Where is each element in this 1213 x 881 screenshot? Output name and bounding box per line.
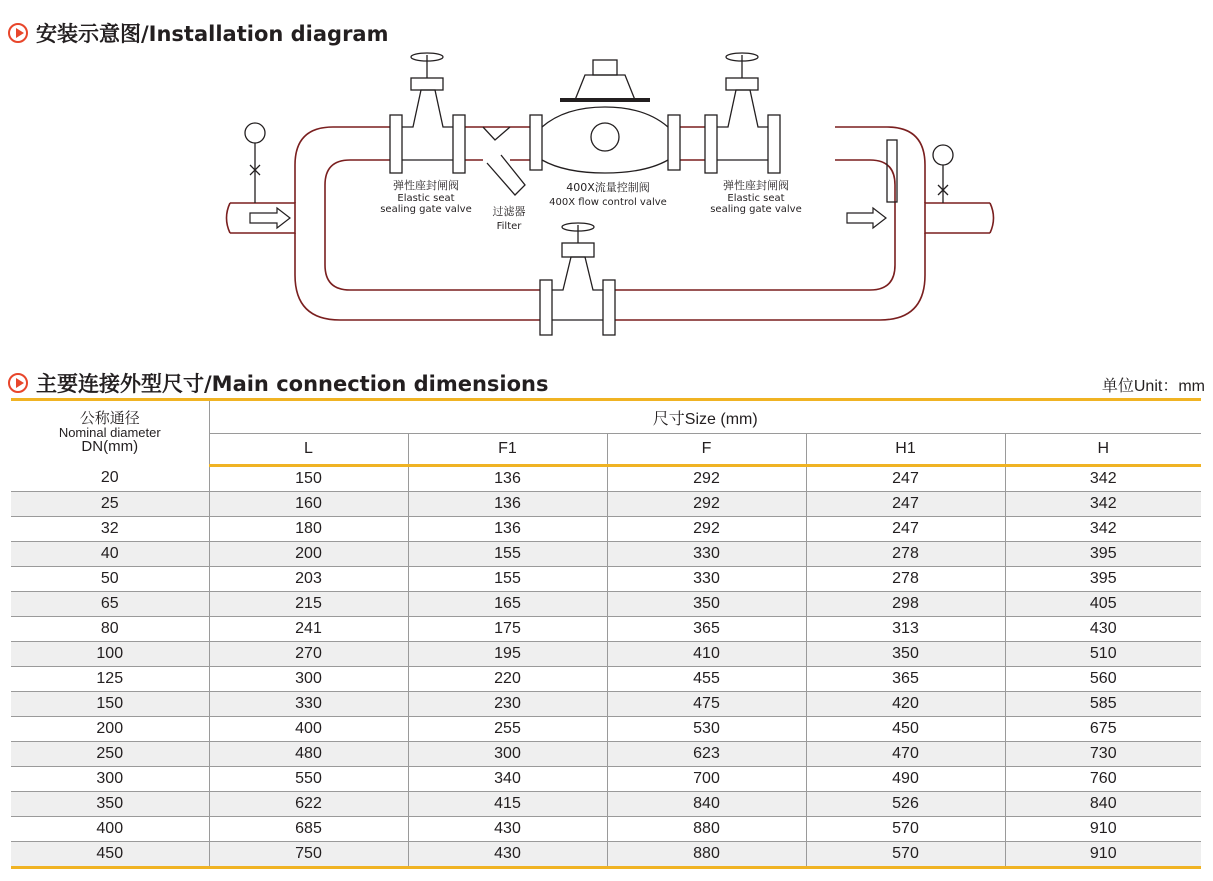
dn-cell: 50 [11, 567, 209, 592]
control-valve-label-zh: 400X流量控制阀 [566, 181, 650, 194]
dimension-cell: 300 [408, 742, 607, 767]
dimension-cell: 730 [1005, 742, 1201, 767]
right-valve-label-en1: Elastic seat [727, 193, 785, 204]
dimension-cell: 623 [607, 742, 806, 767]
table-row [11, 592, 1201, 617]
installation-diagram-title-text: 安装示意图/Installation diagram [36, 22, 389, 46]
filter-label-zh: 过滤器 [492, 205, 526, 218]
dn-cell: 250 [11, 742, 209, 767]
dimensions-title-text: 主要连接外型尺寸/Main connection dimensions [36, 372, 549, 396]
dimension-cell: 155 [408, 542, 607, 567]
table-row [11, 617, 1201, 642]
table-row [11, 466, 1201, 492]
dimension-cell: 241 [209, 617, 408, 642]
table-row [11, 767, 1201, 792]
dn-header-unit: DN(mm) [81, 438, 139, 456]
dimension-cell: 750 [209, 842, 408, 868]
dn-cell: 65 [11, 592, 209, 617]
control-valve-label-en: 400X flow control valve [549, 197, 667, 208]
dimension-cell: 350 [607, 592, 806, 617]
dimension-cell: 570 [806, 842, 1005, 868]
dn-cell: 350 [11, 792, 209, 817]
dimension-cell: 180 [209, 517, 408, 542]
column-header: F1 [408, 434, 607, 466]
column-header: H [1005, 434, 1201, 466]
play-bullet-icon [8, 373, 28, 393]
dimensions-table-wrapper [11, 398, 1201, 869]
dimensions-title [8, 368, 548, 398]
dn-cell: 40 [11, 542, 209, 567]
dn-cell: 25 [11, 492, 209, 517]
dimension-cell: 400 [209, 717, 408, 742]
dn-header [11, 400, 209, 466]
dimension-cell: 330 [607, 567, 806, 592]
dimension-cell: 155 [408, 567, 607, 592]
dimension-cell: 415 [408, 792, 607, 817]
dimension-cell: 136 [408, 492, 607, 517]
table-row [11, 517, 1201, 542]
dimension-cell: 278 [806, 567, 1005, 592]
dimension-cell: 150 [209, 466, 408, 492]
dimension-cell: 342 [1005, 492, 1201, 517]
dimension-cell: 270 [209, 642, 408, 667]
dn-cell: 125 [11, 667, 209, 692]
dimension-cell: 840 [1005, 792, 1201, 817]
dimension-cell: 526 [806, 792, 1005, 817]
dimension-cell: 405 [1005, 592, 1201, 617]
dimension-cell: 342 [1005, 466, 1201, 492]
left-valve-label-en2: sealing gate valve [380, 204, 472, 215]
installation-diagram-title [8, 18, 388, 48]
dimension-cell: 910 [1005, 842, 1201, 868]
dimension-cell: 330 [209, 692, 408, 717]
dn-header-zh: 公称通径 [79, 410, 140, 428]
table-row [11, 542, 1201, 567]
left-valve-label-zh: 弹性座封闸阀 [393, 179, 459, 192]
table-row [11, 842, 1201, 868]
dn-cell: 80 [11, 617, 209, 642]
dimension-cell: 215 [209, 592, 408, 617]
dimension-cell: 760 [1005, 767, 1201, 792]
dimension-cell: 365 [806, 667, 1005, 692]
filter-label-en: Filter [496, 221, 522, 232]
table-row [11, 492, 1201, 517]
dimension-cell: 278 [806, 542, 1005, 567]
dimension-cell: 410 [607, 642, 806, 667]
dimension-cell: 203 [209, 567, 408, 592]
dimension-cell: 530 [607, 717, 806, 742]
dimension-cell: 292 [607, 517, 806, 542]
dimension-cell: 450 [806, 717, 1005, 742]
dimension-cell: 342 [1005, 517, 1201, 542]
dimension-cell: 365 [607, 617, 806, 642]
right-valve-label-zh: 弹性座封闸阀 [723, 179, 789, 192]
installation-diagram [225, 45, 995, 345]
dimension-cell: 880 [607, 817, 806, 842]
dimension-cell: 300 [209, 667, 408, 692]
table-row [11, 742, 1201, 767]
table-row [11, 817, 1201, 842]
dimensions-table [11, 398, 1201, 869]
dimension-cell: 700 [607, 767, 806, 792]
dimension-cell: 475 [607, 692, 806, 717]
play-bullet-icon [8, 23, 28, 43]
dn-cell: 200 [11, 717, 209, 742]
dimension-cell: 420 [806, 692, 1005, 717]
dimension-cell: 840 [607, 792, 806, 817]
dimension-cell: 560 [1005, 667, 1201, 692]
dn-cell: 100 [11, 642, 209, 667]
dn-cell: 450 [11, 842, 209, 868]
column-header: H1 [806, 434, 1005, 466]
dimension-cell: 292 [607, 466, 806, 492]
dn-header-en: Nominal diameter [58, 425, 161, 441]
dimension-cell: 510 [1005, 642, 1201, 667]
dimension-cell: 200 [209, 542, 408, 567]
dimensions-table-body [11, 466, 1201, 868]
size-header: 尺寸Size (mm) [209, 400, 1201, 434]
table-row [11, 692, 1201, 717]
dimension-cell: 330 [607, 542, 806, 567]
dimension-cell: 622 [209, 792, 408, 817]
dimension-cell: 247 [806, 492, 1005, 517]
left-valve-label-en1: Elastic seat [397, 193, 455, 204]
dimension-cell: 570 [806, 817, 1005, 842]
dimension-cell: 136 [408, 466, 607, 492]
dimension-cell: 470 [806, 742, 1005, 767]
dimension-cell: 255 [408, 717, 607, 742]
dimension-cell: 430 [408, 842, 607, 868]
dimension-cell: 910 [1005, 817, 1201, 842]
dimension-cell: 292 [607, 492, 806, 517]
dimension-cell: 585 [1005, 692, 1201, 717]
dimension-cell: 165 [408, 592, 607, 617]
dimension-cell: 160 [209, 492, 408, 517]
dimension-cell: 136 [408, 517, 607, 542]
dn-cell: 400 [11, 817, 209, 842]
dimension-cell: 230 [408, 692, 607, 717]
dimension-cell: 880 [607, 842, 806, 868]
dimension-cell: 685 [209, 817, 408, 842]
dimension-cell: 175 [408, 617, 607, 642]
dimension-cell: 490 [806, 767, 1005, 792]
table-row [11, 567, 1201, 592]
dn-cell: 150 [11, 692, 209, 717]
unit-label: 单位Unit：mm [1101, 378, 1205, 395]
dimension-cell: 350 [806, 642, 1005, 667]
dn-cell: 300 [11, 767, 209, 792]
right-valve-label-en2: sealing gate valve [710, 204, 802, 215]
dimension-cell: 395 [1005, 542, 1201, 567]
dimension-cell: 298 [806, 592, 1005, 617]
dn-cell: 32 [11, 517, 209, 542]
table-row [11, 667, 1201, 692]
table-row [11, 792, 1201, 817]
dimension-cell: 195 [408, 642, 607, 667]
dimension-cell: 247 [806, 517, 1005, 542]
dimension-cell: 430 [408, 817, 607, 842]
table-row [11, 642, 1201, 667]
dimension-cell: 313 [806, 617, 1005, 642]
dimension-cell: 220 [408, 667, 607, 692]
dn-cell: 20 [11, 466, 209, 492]
dimension-cell: 550 [209, 767, 408, 792]
dimension-cell: 675 [1005, 717, 1201, 742]
column-header: L [209, 434, 408, 466]
dimension-cell: 340 [408, 767, 607, 792]
dimension-cell: 455 [607, 667, 806, 692]
dimension-cell: 395 [1005, 567, 1201, 592]
table-row [11, 717, 1201, 742]
dimension-cell: 430 [1005, 617, 1201, 642]
dimension-cell: 247 [806, 466, 1005, 492]
dimension-cell: 480 [209, 742, 408, 767]
column-header: F [607, 434, 806, 466]
